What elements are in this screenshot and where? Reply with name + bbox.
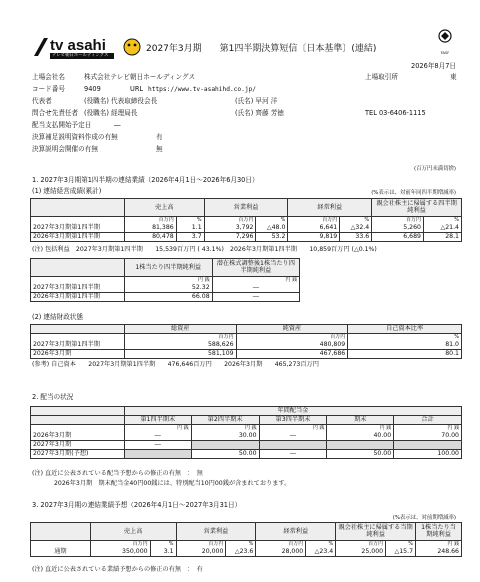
table-cell: ― [259, 431, 327, 440]
div-header-q3: 第3四半期末 [259, 416, 327, 425]
table-row [31, 449, 462, 458]
unit-cell: 百万円 [372, 217, 424, 224]
unit-cell: 円 銭 [212, 277, 299, 284]
row-label: 2027年3月期第1四半期 [31, 283, 125, 292]
section3-title: 3. 2027年3月期の連結業績予想（2026年4月1日～2027年3月31日） [32, 501, 242, 509]
table-cell: 81,386 [124, 223, 176, 232]
unit-cell: 百万円 [90, 541, 150, 548]
table-cell [259, 440, 327, 449]
dividend-note1: (注) 直近に公表されている配当予想からの修正の有無 ： 無 [32, 470, 203, 477]
table-cell: 581,109 [124, 349, 236, 358]
unit-cell: 百万円 [176, 541, 226, 548]
table-cell: 66.08 [124, 292, 212, 301]
table-cell: ― [212, 292, 299, 301]
fc-header-sales: 売上高 [90, 523, 176, 541]
unit-cell: 百万円 [124, 217, 176, 224]
dividend-start-label: 配当支払開始予定日 [32, 121, 92, 129]
logo-subtitle: テレビ朝日ホールディングス [52, 53, 109, 58]
table-cell: 81.0 [348, 340, 462, 349]
briefing-label: 決算説明会開催の有無 [32, 145, 98, 153]
table-row [31, 547, 462, 556]
table-cell: 5,260 [372, 223, 424, 232]
table-cell: 40.00 [327, 431, 394, 440]
table-cell: △15.7 [386, 547, 416, 556]
unit-cell: 円 銭 [124, 277, 212, 284]
company-name: 株式会社テレビ朝日ホールディングス [84, 73, 196, 81]
logo-text: tv asahi [50, 37, 106, 54]
fc-header-ordinary: 経常利益 [256, 523, 336, 541]
unit-cell: 百万円 [336, 541, 386, 548]
unit-cell: % [340, 217, 372, 224]
representative-role: (役職名) 代表取締役会長 [84, 97, 158, 105]
fasf-seal-icon [437, 28, 453, 48]
url-label: URL [130, 85, 144, 93]
table-cell: 80.1 [348, 349, 462, 358]
exchange-value: 東 [450, 73, 457, 81]
comprehensive-income-note: (注) 包括利益 2027年3月期第1四半期 15,539百万円 ( 43.1%) 2026年3月期第1四半期 10,859百万円 (△0.1%) [32, 246, 377, 253]
table-cell: 70.00 [394, 431, 462, 440]
code-label: コード番号 [32, 85, 65, 93]
company-url-link[interactable]: https://www.tv-asahihd.co.jp/ [148, 86, 257, 93]
unit-cell: 百万円 [124, 334, 236, 341]
results-header-net: 親会社株主に帰属する四半期純利益 [372, 199, 462, 217]
unit-cell: 円 銭 [259, 425, 327, 432]
table-row [31, 223, 462, 232]
unit-cell: % [176, 217, 204, 224]
forecast-note: (注) 直近に公表されている業績予想からの修正の有無 ： 有 [32, 566, 203, 573]
results-header-empty [31, 199, 125, 217]
eps-header-diluted: 潜在株式調整後1株当たり四半期純利益 [212, 259, 299, 277]
row-label: 通期 [31, 547, 91, 556]
dividend-table [30, 406, 462, 459]
exchange-label: 上場取引所 [365, 73, 398, 81]
table-cell: △32.4 [340, 223, 372, 232]
unit-cell: 円 銭 [394, 425, 462, 432]
table-cell: 28.1 [424, 232, 462, 241]
section1-title: 1. 2027年3月期第1四半期の連結業績（2026年4月1日～2026年6月30日） [32, 176, 259, 184]
table-cell [394, 440, 462, 449]
table-row [31, 349, 462, 358]
table-cell: ― [212, 283, 299, 292]
fasf-mark [437, 28, 453, 55]
table-cell: 80,478 [124, 232, 176, 241]
results-table [30, 198, 462, 242]
unit-cell: % [306, 541, 336, 548]
table-cell: 28,000 [256, 547, 306, 556]
row-label: 2027年3月期 [31, 440, 125, 449]
table-row [31, 232, 462, 241]
table-cell [191, 440, 259, 449]
div-header-q1: 第1四半期末 [124, 416, 191, 425]
table-cell: 20,000 [176, 547, 226, 556]
eps-header-basic: 1株当たり四半期純利益 [124, 259, 212, 277]
fc-header-eps: 1株当たり当期純利益 [416, 523, 462, 541]
supplement-value: 有 [156, 133, 163, 141]
table-row [31, 340, 462, 349]
briefing-value: 無 [156, 145, 163, 153]
div-header-group: 年間配当金 [124, 407, 461, 416]
table-cell: 3.7 [176, 232, 204, 241]
table-cell: 3.1 [150, 547, 176, 556]
row-label: 2026年3月期 [31, 349, 125, 358]
unit-cell: 円 銭 [416, 541, 462, 548]
table-cell: 588,626 [124, 340, 236, 349]
unit-cell: % [348, 334, 462, 341]
row-label: 2026年3月期第1四半期 [31, 232, 125, 241]
div-header-empty2 [31, 416, 125, 425]
table-cell [327, 440, 394, 449]
fc-header-net: 親会社株主に帰属する当期純利益 [336, 523, 416, 541]
unit-cell: 円 銭 [327, 425, 394, 432]
table-cell: 7,296 [204, 232, 256, 241]
section3-pct-note: (%表示は、対前期増減率) [392, 515, 456, 521]
supplement-label: 決算補足説明資料作成の有無 [32, 133, 118, 141]
unit-cell: 百万円 [288, 217, 340, 224]
dividend-start-value: ― [114, 121, 121, 129]
row-label: 2026年3月期 [31, 431, 125, 440]
tv-asahi-logo [32, 36, 142, 60]
unit-cell: % [386, 541, 416, 548]
financial-position-table [30, 324, 462, 359]
row-label: 2027年3月期(予想) [31, 449, 125, 458]
table-cell: ― [124, 440, 191, 449]
contact-role: (役職名) 経理局長 [84, 109, 138, 117]
div-header-total: 合計 [394, 416, 462, 425]
fc-header-empty [31, 523, 91, 541]
unit-cell: 円 銭 [191, 425, 259, 432]
row-label: 2027年3月期第1四半期 [31, 340, 125, 349]
results-header-operating: 営業利益 [204, 199, 288, 217]
table-cell: △21.4 [424, 223, 462, 232]
div-header-q2: 第2四半期末 [191, 416, 259, 425]
results-header-ordinary: 経常利益 [288, 199, 372, 217]
representative-label: 代表者 [32, 97, 52, 105]
table-cell: △48.0 [256, 223, 288, 232]
fin-header-assets: 総資産 [124, 325, 236, 334]
fin-header-equity-ratio: 自己資本比率 [348, 325, 462, 334]
code-value: 9409 [84, 85, 101, 93]
div-header-year-end: 期末 [327, 416, 394, 425]
contact-tel: TEL 03-6406-1115 [365, 109, 426, 117]
table-cell: 1.1 [176, 223, 204, 232]
section1-sub1: (1) 連結経営成績(累計) [32, 187, 102, 195]
fin-header-net-assets: 純資産 [236, 325, 348, 334]
page-title: 2027年3月期 第1四半期決算短信〔日本基準〕(連結) [146, 44, 377, 54]
table-cell: 53.2 [256, 232, 288, 241]
unit-cell: 百万円 [236, 334, 348, 341]
table-row [31, 431, 462, 440]
table-cell: 480,809 [236, 340, 348, 349]
dividend-note2: 2026年3月期 期末配当金40円00銭には、特別配当10円00銭が含まれております。 [54, 480, 291, 487]
section1-sub2: (2) 連結財政状態 [32, 313, 83, 321]
eps-table [30, 258, 300, 302]
unit-cell: % [226, 541, 256, 548]
table-cell: 467,686 [236, 349, 348, 358]
table-cell: 33.6 [340, 232, 372, 241]
table-cell: 9,819 [288, 232, 340, 241]
table-row [31, 440, 462, 449]
table-cell: 350,000 [90, 547, 150, 556]
table-cell: △23.6 [226, 547, 256, 556]
unit-cell: 百万円 [256, 541, 306, 548]
fc-header-operating: 営業利益 [176, 523, 256, 541]
unit-cell: % [424, 217, 462, 224]
forecast-table [30, 522, 462, 557]
table-row [31, 292, 300, 301]
section1-pct-note: (%表示は、対前年同四半期増減率) [371, 190, 456, 196]
fasf-label: FASF [440, 50, 450, 55]
table-cell: 25,000 [336, 547, 386, 556]
table-cell: 100.00 [394, 449, 462, 458]
table-cell: 6,641 [288, 223, 340, 232]
table-cell: 3,792 [204, 223, 256, 232]
div-header-empty [31, 407, 125, 416]
table-cell: 52.32 [124, 283, 212, 292]
table-cell: 50.00 [327, 449, 394, 458]
table-cell: ― [259, 449, 327, 458]
row-label: 2026年3月期第1四半期 [31, 292, 125, 301]
representative-name: (氏名) 早河 洋 [235, 97, 278, 105]
table-cell: ― [124, 431, 191, 440]
report-date: 2026年8月7日 [411, 62, 456, 70]
results-header-sales: 売上高 [124, 199, 204, 217]
unit-cell: % [256, 217, 288, 224]
unit-note: (百万円未満切捨) [414, 166, 456, 172]
unit-cell: % [150, 541, 176, 548]
table-cell: 6,689 [372, 232, 424, 241]
equity-reference-note: (参考) 自己資本 2027年3月期第1四半期 476,646百万円 2026年3月期 465,273百万円 [32, 361, 319, 368]
table-row [31, 283, 300, 292]
company-name-label: 上場会社名 [32, 73, 65, 81]
table-cell [124, 449, 191, 458]
unit-cell: 百万円 [204, 217, 256, 224]
contact-name: (氏名) 齊藤 芳徳 [235, 109, 284, 117]
table-cell: △23.4 [306, 547, 336, 556]
unit-cell: 円 銭 [124, 425, 191, 432]
table-cell: 50.00 [191, 449, 259, 458]
row-label: 2027年3月期第1四半期 [31, 223, 125, 232]
fin-header-empty [31, 325, 125, 334]
table-cell: 30.00 [191, 431, 259, 440]
section2-title: 2. 配当の状況 [32, 393, 74, 401]
eps-header-empty [31, 259, 125, 277]
contact-label: 問合せ先責任者 [32, 109, 79, 117]
table-cell: 248.66 [416, 547, 462, 556]
